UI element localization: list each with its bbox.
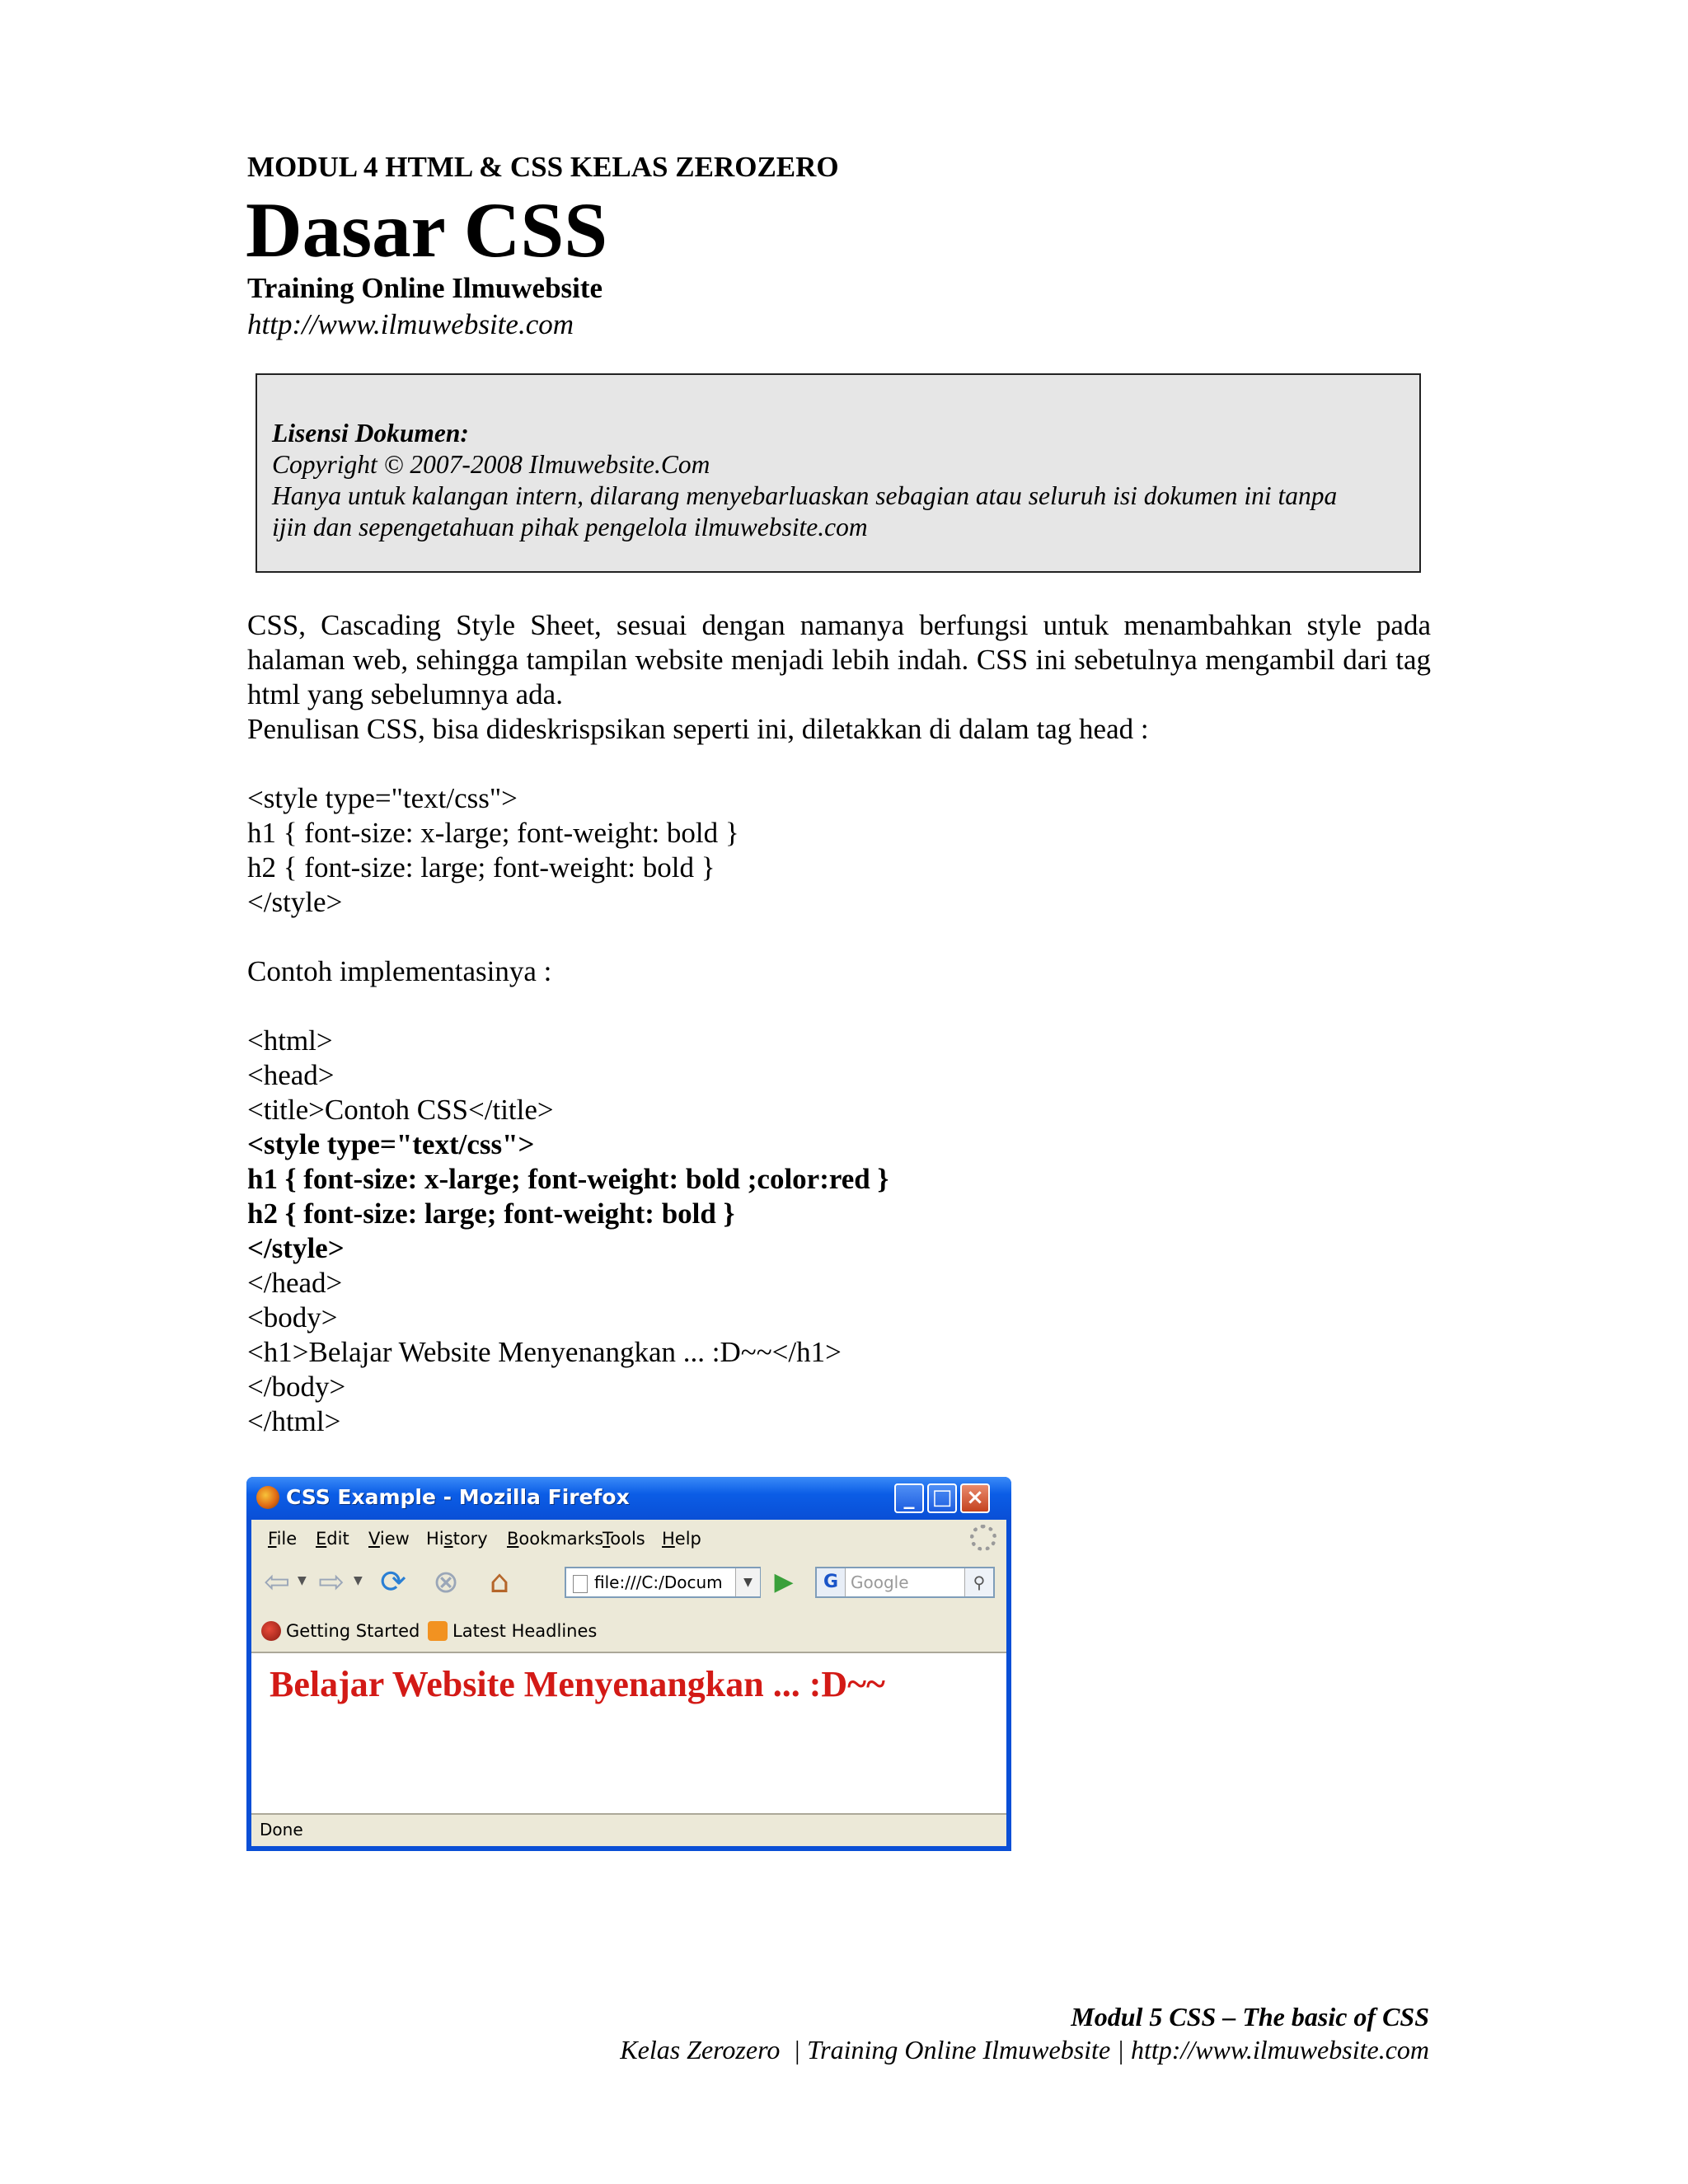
forward-dropdown-icon[interactable]: ▼ <box>354 1574 363 1587</box>
footer-credits: Kelas Zerozero | Training Online Ilmuwebsite | http://www.ilmuwebsite.com <box>620 2035 1429 2064</box>
back-arrow-icon[interactable]: ⇦ <box>264 1563 290 1600</box>
menu-bookmarks[interactable]: Bookmarks <box>507 1529 604 1549</box>
code-line: <h1>Belajar Website Menyenangkan ... :D~~</h1> <box>247 1336 842 1368</box>
menu-tools[interactable]: Tools <box>603 1529 645 1549</box>
browser-title: CSS Example - Mozilla Firefox <box>286 1485 630 1509</box>
navigation-toolbar <box>251 1556 1006 1610</box>
code-line-bold: h2 { font-size: large; font-weight: bold } <box>247 1197 735 1230</box>
bookmark-getting-started[interactable] <box>261 1621 420 1641</box>
back-dropdown-icon[interactable]: ▼ <box>298 1574 307 1587</box>
throbber-icon <box>970 1525 996 1551</box>
footer-module-title: Modul 5 CSS – The basic of CSS <box>1071 2002 1429 2032</box>
search-box[interactable] <box>815 1567 995 1598</box>
google-engine-icon[interactable]: G <box>817 1568 846 1596</box>
document-subtitle: Training Online Ilmuwebsite <box>247 272 603 304</box>
code-line: <style type="text/css"> <box>247 782 518 814</box>
browser-chrome <box>251 1520 1006 1846</box>
address-dropdown-icon[interactable]: ▼ <box>735 1568 760 1596</box>
address-bar[interactable] <box>565 1567 761 1598</box>
bookmark-label: Latest Headlines <box>452 1621 598 1641</box>
menu-view[interactable]: View <box>368 1529 410 1549</box>
code-line: </body> <box>247 1371 346 1403</box>
code-line-bold: <style type="text/css"> <box>247 1128 535 1160</box>
license-box <box>256 373 1421 573</box>
example-label: Contoh implementasinya : <box>247 955 552 987</box>
code-line: h2 { font-size: large; font-weight: bold } <box>247 851 715 883</box>
maximize-icon[interactable]: □ <box>927 1483 957 1513</box>
license-notice-line1: Hanya untuk kalangan intern, dilarang menyebarluaskan sebagian atau seluruh isi dokumen ini tanpa <box>272 481 1338 510</box>
forward-arrow-icon[interactable]: ⇨ <box>318 1563 345 1600</box>
code-line-bold: </style> <box>247 1232 345 1264</box>
bookmark-label: Getting Started <box>286 1621 420 1641</box>
code-line: h1 { font-size: x-large; font-weight: bold } <box>247 817 739 849</box>
menu-help[interactable]: Help <box>662 1529 701 1549</box>
code-line: <html> <box>247 1024 333 1057</box>
license-notice-line2: ijin dan sepengetahuan pihak pengelola ilmuwebsite.com <box>272 513 868 541</box>
bookmark-latest-headlines[interactable] <box>428 1621 597 1641</box>
reload-icon[interactable]: ⟳ <box>380 1563 406 1600</box>
code-line: <title>Contoh CSS</title> <box>247 1094 554 1126</box>
bookmarks-toolbar <box>251 1610 1006 1652</box>
license-copyright: Copyright © 2007-2008 Ilmuwebsite.Com <box>272 450 710 479</box>
code-line: </head> <box>247 1267 343 1299</box>
module-header: MODUL 4 HTML & CSS KELAS ZEROZERO <box>247 151 839 183</box>
document-title: Dasar CSS <box>246 186 608 274</box>
search-placeholder: Google <box>851 1572 909 1592</box>
menu-history[interactable]: History <box>426 1529 488 1549</box>
page-icon <box>573 1575 588 1593</box>
status-bar <box>251 1813 1006 1846</box>
stop-icon[interactable]: ⊗ <box>433 1563 459 1600</box>
license-title: Lisensi Dokumen: <box>272 419 469 448</box>
document-url: http://www.ilmuwebsite.com <box>247 308 574 340</box>
status-text: Done <box>260 1820 303 1840</box>
code-line: <body> <box>247 1301 338 1333</box>
code-line-bold: h1 { font-size: x-large; font-weight: bold ;color:red } <box>247 1163 889 1195</box>
minimize-icon[interactable]: _ <box>894 1483 924 1513</box>
writing-paragraph: Penulisan CSS, bisa dideskrispsikan seperti ini, diletakkan di dalam tag head : <box>247 713 1149 745</box>
menu-file[interactable]: File <box>268 1529 298 1549</box>
intro-paragraph: CSS, Cascading Style Sheet, sesuai dengan namanya berfungsi untuk menambahkan style pada halaman web, sehingga tampilan website menjadi lebih indah. CSS ini sebetulnya mengambil dari tag html yang sebelumnya ada. <box>247 609 1431 710</box>
rss-icon <box>428 1621 448 1641</box>
search-magnifier-icon[interactable]: ⚲ <box>964 1568 993 1596</box>
menu-edit[interactable]: Edit <box>316 1529 349 1549</box>
menu-bar <box>251 1520 1006 1556</box>
rendered-heading: Belajar Website Menyenangkan ... :D~~ <box>270 1664 885 1704</box>
browser-titlebar <box>246 1477 1011 1520</box>
getting-started-icon <box>261 1621 281 1641</box>
close-icon[interactable]: × <box>960 1483 990 1513</box>
code-line: </style> <box>247 886 343 918</box>
firefox-icon <box>256 1486 279 1509</box>
go-arrow-icon[interactable]: ▶ <box>774 1568 794 1596</box>
address-text: file:///C:/Docum <box>594 1572 723 1592</box>
code-line: </html> <box>247 1405 341 1437</box>
code-line: <head> <box>247 1059 335 1091</box>
home-icon[interactable]: ⌂ <box>489 1563 510 1600</box>
browser-window-screenshot <box>246 1477 1011 1851</box>
browser-content-area <box>251 1652 1006 1813</box>
